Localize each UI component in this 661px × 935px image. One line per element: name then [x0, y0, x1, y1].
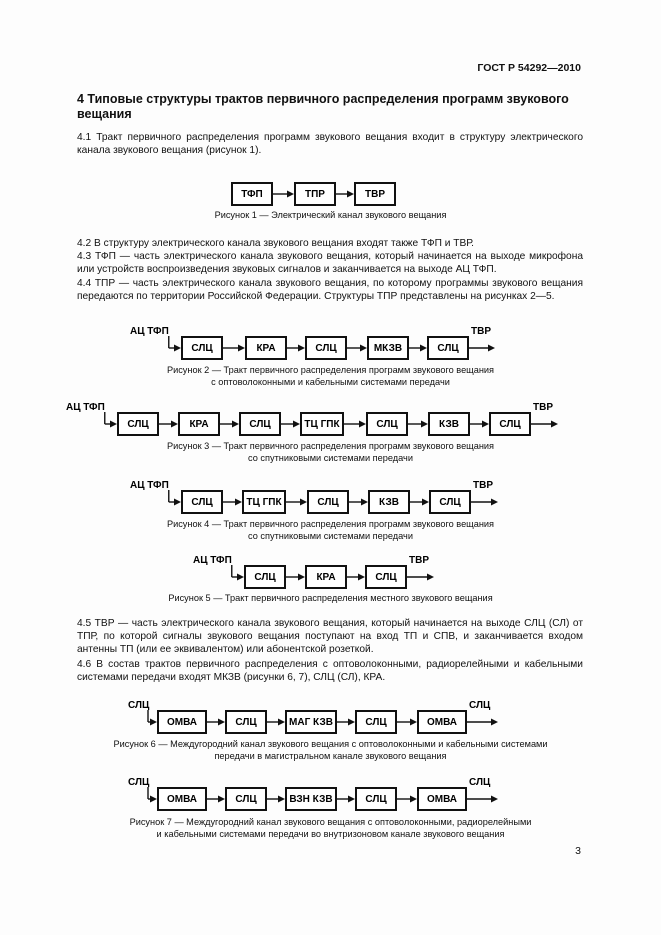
fig4-connector-1-arrowhead [235, 499, 242, 506]
fig7-block-3-label: ВЗН КЗВ [289, 794, 333, 806]
fig6-connector-1-arrowhead [218, 719, 225, 726]
fig1-connector-2-arrowhead [347, 191, 354, 198]
fig4-connector-2-arrowhead [300, 499, 307, 506]
fig6-output-arrow-arrowhead [491, 719, 498, 726]
fig2-output-label: ТВР [471, 326, 491, 337]
fig1-block-1-label: ТФП [241, 189, 263, 201]
fig4-block-4-label: КЗВ [379, 497, 399, 509]
fig2-connector-2-arrowhead [298, 345, 305, 352]
fig7-block-4-label: СЛЦ [365, 794, 387, 806]
fig7-input-arrow-arrowhead [150, 796, 157, 803]
fig3-block-5-label: СЛЦ [376, 419, 398, 431]
figure-3-caption-line-2: со спутниковыми системами передачи [248, 453, 413, 463]
fig2-output-arrow-arrowhead [488, 345, 495, 352]
figure-6-caption-line-1: Рисунок 6 — Междугородний канал звукового вещания с оптоволоконными и кабельными системами [113, 739, 548, 749]
paragraph-4-2: 4.2 В структуру электрического канала звукового вещания входят также ТФП и ТВР. [77, 238, 474, 249]
fig3-connector-4-arrowhead [359, 421, 366, 428]
fig6-block-5-label: ОМВА [426, 717, 458, 729]
fig6-connector-3-arrowhead [348, 719, 355, 726]
paragraph-4-6: 4.6 В состав трактов первичного распределения с оптоволоконными, радиорелейными и кабельными системами передачи входят МКЗВ (рисунки 6, 7), СЛЦ (СЛ), КРА. [77, 659, 583, 683]
fig1-connector-1-arrowhead [287, 191, 294, 198]
fig6-connector-2-arrowhead [278, 719, 285, 726]
fig5-block-2-label: КРА [316, 572, 336, 584]
fig5-block-3-label: СЛЦ [375, 572, 397, 584]
fig6-block-2-label: СЛЦ [235, 717, 257, 729]
fig3-block-3-label: СЛЦ [249, 419, 271, 431]
fig7-output-arrow-arrowhead [491, 796, 498, 803]
document-header: ГОСТ Р 54292—2010 [477, 62, 581, 74]
fig4-block-5-label: СЛЦ [439, 497, 461, 509]
figure-3-caption-line-1: Рисунок 3 — Тракт первичного распределения программ звукового вещания [166, 441, 495, 451]
fig1-block-3-label: ТВР [365, 189, 385, 201]
section-title: 4 Типовые структуры трактов первичного распределения программ звукового вещания [77, 92, 569, 121]
fig7-block-1-label: ОМВА [166, 794, 198, 806]
fig4-output-arrow-arrowhead [491, 499, 498, 506]
fig3-input-arrow-arrowhead [110, 421, 117, 428]
figure-5-caption-line-1: Рисунок 5 — Тракт первичного распределения местного звукового вещания [168, 593, 493, 603]
fig7-connector-2-arrowhead [278, 796, 285, 803]
fig3-connector-5-arrowhead [421, 421, 428, 428]
fig2-connector-4-arrowhead [420, 345, 427, 352]
fig4-input-arrow-arrowhead [174, 499, 181, 506]
fig6-input-arrow-arrowhead [150, 719, 157, 726]
fig4-block-1-label: СЛЦ [191, 497, 213, 509]
fig2-input-arrow-arrowhead [174, 345, 181, 352]
fig7-connector-3-arrowhead [348, 796, 355, 803]
figure-4-caption-line-2: со спутниковыми системами передачи [248, 531, 413, 541]
figure-7-caption-line-2: и кабельными системами передачи во внутризоновом канале звукового вещания [156, 829, 505, 839]
figure-2-caption-line-2: с оптоволоконными и кабельными системами передачи [211, 377, 450, 387]
fig6-output-label: СЛЦ [469, 700, 491, 711]
paragraph-4-3: 4.3 ТФП — часть электрического канала звукового вещания, который начинается на выходе микрофона или устройств воспроизведения звуковых сигналов и заканчивается на выходе АЦ ТФП. [77, 251, 583, 275]
fig2-connector-3-arrowhead [360, 345, 367, 352]
figure-2-caption-line-1: Рисунок 2 — Тракт первичного распределения программ звукового вещания [166, 365, 495, 375]
fig2-block-3-label: СЛЦ [315, 343, 337, 355]
fig4-block-2-label: ТЦ ГПК [246, 497, 282, 509]
fig7-input-label: СЛЦ [128, 777, 150, 788]
fig3-input-label: АЦ ТФП [66, 402, 105, 413]
fig5-input-label: АЦ ТФП [193, 555, 232, 566]
fig5-output-label: ТВР [409, 555, 429, 566]
fig7-connector-4-arrowhead [410, 796, 417, 803]
fig6-block-1-label: ОМВА [166, 717, 198, 729]
fig3-block-2-label: КРА [189, 419, 209, 431]
fig7-block-2-label: СЛЦ [235, 794, 257, 806]
fig2-block-1-label: СЛЦ [191, 343, 213, 355]
figure-6-caption-line-2: передачи в магистральном канале звукового вещания [214, 751, 447, 761]
fig3-connector-1-arrowhead [171, 421, 178, 428]
paragraph-4-4: 4.4 ТПР — часть электрического канала звукового вещания, по которому программы звукового вещания передаются по территории Российской Федерации. Структуры ТПР представлены на рисунках 2—5. [77, 278, 583, 302]
fig5-connector-1-arrowhead [298, 574, 305, 581]
fig6-input-label: СЛЦ [128, 700, 150, 711]
fig1-block-2-label: ТПР [305, 189, 325, 201]
figure-1-caption-line-1: Рисунок 1 — Электрический канал звукового вещания [214, 210, 447, 220]
fig2-input-label: АЦ ТФП [130, 326, 169, 337]
fig3-block-6-label: КЗВ [439, 419, 459, 431]
fig3-output-arrow-arrowhead [551, 421, 558, 428]
fig5-output-arrow-arrowhead [427, 574, 434, 581]
fig6-connector-4-arrowhead [410, 719, 417, 726]
fig3-block-1-label: СЛЦ [127, 419, 149, 431]
paragraph-4-5: 4.5 ТВР — часть электрического канала звукового вещания, который начинается на выходе СЛЦ (СЛ) от ТПР, по которой сигналы звукового вещания поступают на вход ТП и СПВ, и заканчивается входом антенны ТП (или ее эквивалентом) или абонентской розеткой. [77, 618, 583, 655]
fig4-input-label: АЦ ТФП [130, 480, 169, 491]
fig5-connector-2-arrowhead [358, 574, 365, 581]
fig4-connector-4-arrowhead [422, 499, 429, 506]
fig7-output-label: СЛЦ [469, 777, 491, 788]
fig7-block-5-label: ОМВА [426, 794, 458, 806]
fig5-input-arrow-arrowhead [237, 574, 244, 581]
fig2-block-5-label: СЛЦ [437, 343, 459, 355]
fig3-connector-6-arrowhead [482, 421, 489, 428]
fig6-block-4-label: СЛЦ [365, 717, 387, 729]
fig2-block-4-label: МКЗВ [373, 343, 403, 355]
paragraph-4-1: 4.1 Тракт первичного распределения программ звукового вещания входит в структуру электрического канала звукового вещания (рисунок 1). [77, 132, 583, 156]
fig2-block-2-label: КРА [256, 343, 276, 355]
fig4-block-3-label: СЛЦ [317, 497, 339, 509]
fig3-block-4-label: ТЦ ГПК [304, 419, 340, 431]
fig2-connector-1-arrowhead [238, 345, 245, 352]
fig5-block-1-label: СЛЦ [254, 572, 276, 584]
fig3-block-7-label: СЛЦ [499, 419, 521, 431]
fig7-connector-1-arrowhead [218, 796, 225, 803]
fig4-connector-3-arrowhead [361, 499, 368, 506]
page-number: 3 [575, 845, 581, 857]
figure-4-caption-line-1: Рисунок 4 — Тракт первичного распределения программ звукового вещания [166, 519, 495, 529]
fig3-connector-2-arrowhead [232, 421, 239, 428]
figure-7-caption-line-1: Рисунок 7 — Междугородний канал звукового вещания с оптоволоконными, радиорелейными [129, 817, 532, 827]
fig3-connector-3-arrowhead [293, 421, 300, 428]
fig4-output-label: ТВР [473, 480, 493, 491]
fig6-block-3-label: МАГ КЗВ [289, 717, 333, 729]
fig3-output-label: ТВР [533, 402, 553, 413]
